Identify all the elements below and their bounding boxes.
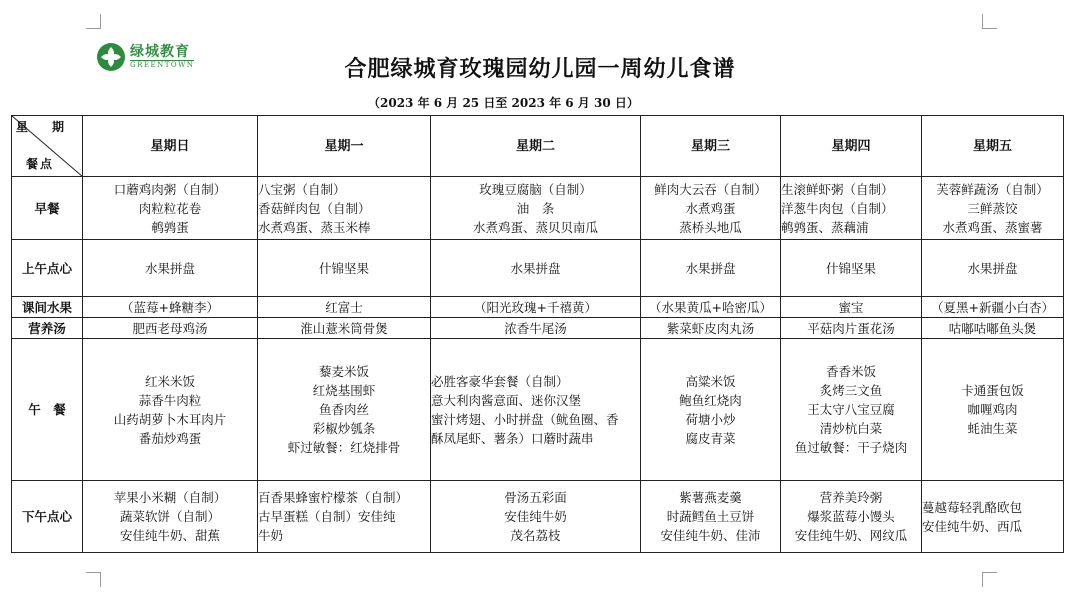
dish-line: 水果拼盘 bbox=[685, 260, 736, 276]
date-range: （2023 年 6 月 25 日至 2023 年 6 月 30 日） bbox=[368, 96, 639, 110]
menu-cell bbox=[431, 297, 641, 318]
meal-label: 上午点心 bbox=[12, 240, 83, 297]
dish-line: 虾过敏餐：红烧排骨 bbox=[287, 440, 401, 455]
dish-line: 古早蛋糕（自制）安佳纯 bbox=[258, 509, 396, 524]
dish-line: 口蘑鸡肉粥（自制） bbox=[113, 181, 227, 197]
dish-line: 王太守八宝豆腐 bbox=[807, 402, 895, 417]
dish-line: 蜜汁烤翅、小时拼盘（鱿鱼圈、香 bbox=[431, 411, 619, 427]
menu-cell bbox=[641, 177, 781, 240]
dish-line: 高粱米饭 bbox=[685, 373, 736, 389]
crop-mark-bottom-left bbox=[86, 572, 101, 587]
menu-cell bbox=[781, 297, 922, 318]
dish-line: 安佳纯牛奶、网纹瓜 bbox=[794, 528, 908, 543]
dish-line: 卡通蛋包饭 bbox=[961, 383, 1024, 398]
dish-line: 水煮鸡蛋、蒸蜜薯 bbox=[942, 219, 1043, 235]
dish-line: 浓香牛尾汤 bbox=[504, 320, 567, 336]
dish-line: 咖喱鸡肉 bbox=[967, 402, 1018, 417]
meal-label: 午 餐 bbox=[12, 339, 83, 481]
dish-line: 水果拼盘 bbox=[967, 260, 1018, 276]
dish-line: 紫菜虾皮肉丸汤 bbox=[666, 320, 755, 336]
dish-line: 鲍鱼红烧肉 bbox=[679, 392, 742, 408]
crop-mark-top-left bbox=[86, 14, 101, 29]
dish-line: 芙蓉鲜蔬汤（自制） bbox=[936, 181, 1049, 197]
menu-cell bbox=[258, 177, 431, 240]
menu-cell bbox=[922, 297, 1064, 318]
menu-cell bbox=[781, 481, 922, 553]
dish-line: 彩椒炒瓠条 bbox=[312, 421, 376, 436]
dish-line: 炙烤三文鱼 bbox=[819, 383, 883, 398]
corner-weekday-label: 星 期 bbox=[15, 120, 74, 134]
dish-line: 生滚鲜虾粥（自制） bbox=[781, 181, 894, 197]
day-header: 星期日 bbox=[83, 116, 258, 177]
menu-cell bbox=[922, 318, 1064, 339]
dish-line: 水果拼盘 bbox=[510, 260, 561, 276]
meal-label: 营养汤 bbox=[12, 318, 83, 339]
menu-cell bbox=[258, 297, 431, 318]
dish-line: 蜜宝 bbox=[838, 299, 864, 315]
meal-row-morning-snack bbox=[12, 240, 1064, 297]
dish-line: 水煮鸡蛋、蒸贝贝南瓜 bbox=[472, 219, 598, 235]
dish-line: 清炒杭白菜 bbox=[819, 421, 883, 436]
menu-cell bbox=[431, 481, 641, 553]
meal-label: 课间水果 bbox=[12, 297, 83, 318]
dish-line: 紫薯燕麦羹 bbox=[679, 490, 742, 505]
dish-line: 水果拼盘 bbox=[144, 260, 195, 276]
logo-text-en: GREENTOWN bbox=[130, 61, 195, 69]
dish-line: 八宝粥（自制） bbox=[258, 181, 346, 197]
corner-meal-label: 餐点 bbox=[26, 157, 55, 171]
meal-row-soup bbox=[12, 318, 1064, 339]
menu-cell bbox=[83, 339, 258, 481]
menu-cell bbox=[83, 481, 258, 553]
dish-line: 水煮鸡蛋、蒸玉米棒 bbox=[258, 219, 371, 235]
dish-line: 红烧基围虾 bbox=[312, 383, 376, 398]
dish-line: 鹌鹑蛋、蒸藕浦 bbox=[781, 219, 869, 235]
menu-cell bbox=[922, 481, 1064, 553]
dish-line: 荷塘小炒 bbox=[685, 411, 736, 427]
dish-line: 营养美玲粥 bbox=[819, 490, 883, 505]
dish-line: 蔓越莓轻乳酪欧包 bbox=[922, 499, 1023, 515]
meal-row-lunch bbox=[12, 339, 1064, 481]
dish-line: 时蔬鳕鱼土豆饼 bbox=[666, 509, 755, 524]
dish-line: 洋葱牛肉包（自制） bbox=[781, 200, 894, 216]
menu-cell bbox=[922, 240, 1064, 297]
dish-line: 蔬菜软饼（自制） bbox=[119, 509, 220, 524]
menu-cell bbox=[431, 177, 641, 240]
dish-line: 苹果小米糊（自制） bbox=[113, 490, 227, 505]
dish-line: 鹌鹑蛋 bbox=[151, 219, 189, 235]
dish-line: 咕嘟咕嘟鱼头煲 bbox=[948, 320, 1037, 336]
dish-line: 必胜客豪华套餐（自制） bbox=[431, 373, 569, 389]
menu-cell bbox=[641, 240, 781, 297]
meal-row-afternoon-snack bbox=[12, 481, 1064, 553]
dish-line: 安佳纯牛奶、西瓜 bbox=[922, 518, 1023, 534]
dish-line: 番茄炒鸡蛋 bbox=[138, 430, 202, 446]
logo-text-cn: 绿城教育 bbox=[130, 44, 190, 60]
dish-line: 藜麦米饭 bbox=[318, 364, 369, 379]
dish-line: 鱼过敏餐：干子烧肉 bbox=[794, 440, 908, 455]
meal-label: 早餐 bbox=[12, 177, 83, 240]
menu-cell bbox=[922, 177, 1064, 240]
day-header: 星期五 bbox=[922, 116, 1064, 177]
dish-line: （阳光玫瑰+千禧黄） bbox=[474, 299, 597, 315]
dish-line: （蓝莓+蜂糖李） bbox=[121, 299, 219, 315]
menu-cell bbox=[781, 339, 922, 481]
dish-line: 肉粒粒花卷 bbox=[138, 200, 202, 216]
dish-line: 牛奶 bbox=[258, 528, 284, 543]
meal-row-fruit bbox=[12, 297, 1064, 318]
menu-cell bbox=[641, 339, 781, 481]
dish-line: 红富士 bbox=[325, 299, 363, 315]
dish-line: 酥凤尾虾、薯条）口蘑时蔬串 bbox=[431, 430, 594, 446]
dish-line: （夏黑+新疆小白杏） bbox=[931, 299, 1054, 315]
dish-line: 意大利肉酱意面、迷你汉堡 bbox=[431, 392, 582, 408]
menu-cell bbox=[258, 481, 431, 553]
dish-line: 山药胡萝卜木耳肉片 bbox=[113, 411, 227, 427]
menu-cell bbox=[83, 240, 258, 297]
menu-cell bbox=[641, 318, 781, 339]
day-header: 星期四 bbox=[781, 116, 922, 177]
dish-line: 三鲜蒸饺 bbox=[967, 200, 1018, 216]
menu-cell bbox=[781, 318, 922, 339]
dish-line: 蚝油生菜 bbox=[967, 421, 1018, 436]
dish-line: 蒸桥头地瓜 bbox=[679, 219, 742, 235]
meal-row-breakfast bbox=[12, 177, 1064, 240]
header-row bbox=[12, 116, 1064, 177]
dish-line: 腐皮青菜 bbox=[685, 430, 736, 446]
dish-line: 油 条 bbox=[516, 200, 555, 216]
menu-cell bbox=[83, 318, 258, 339]
dish-line: 蒜香牛肉粒 bbox=[138, 392, 202, 408]
weekly-menu-table bbox=[11, 115, 1064, 553]
day-header: 星期一 bbox=[258, 116, 431, 177]
menu-cell bbox=[431, 339, 641, 481]
dish-line: 淮山薏米筒骨煲 bbox=[300, 320, 388, 336]
menu-cell bbox=[83, 297, 258, 318]
dish-line: 平菇肉片蛋花汤 bbox=[807, 320, 895, 336]
dish-line: 安佳纯牛奶 bbox=[504, 509, 567, 524]
dish-line: 百香果蜂蜜柠檬茶（自制） bbox=[258, 490, 409, 505]
dish-line: 爆浆蓝莓小馒头 bbox=[807, 509, 895, 524]
dish-line: 茂名荔枝 bbox=[510, 528, 561, 543]
menu-cell bbox=[431, 240, 641, 297]
dish-line: 水煮鸡蛋 bbox=[685, 200, 736, 216]
dish-line: 鲜肉大云吞（自制） bbox=[654, 181, 767, 197]
dish-line: （水果黄瓜+哈密瓜） bbox=[649, 299, 772, 315]
menu-cell bbox=[781, 177, 922, 240]
dish-line: 香香米饭 bbox=[825, 364, 876, 379]
menu-cell bbox=[258, 240, 431, 297]
corner-header bbox=[12, 116, 83, 177]
menu-cell bbox=[431, 318, 641, 339]
menu-cell bbox=[83, 177, 258, 240]
day-header: 星期二 bbox=[431, 116, 641, 177]
dish-line: 香菇鲜肉包（自制） bbox=[258, 200, 371, 216]
dish-line: 什锦坚果 bbox=[825, 260, 876, 276]
menu-cell bbox=[641, 297, 781, 318]
page-title: 合肥绿城育玫瑰园幼儿园一周幼儿食谱 bbox=[344, 56, 736, 82]
dish-line: 鱼香肉丝 bbox=[318, 402, 369, 417]
dish-line: 安佳纯牛奶、甜蕉 bbox=[119, 528, 220, 543]
dish-line: 玫瑰豆腐脑（自制） bbox=[479, 181, 592, 197]
crop-mark-top-right bbox=[982, 14, 997, 29]
dish-line: 红米米饭 bbox=[144, 373, 195, 389]
menu-cell bbox=[258, 318, 431, 339]
meal-label: 下午点心 bbox=[12, 481, 83, 553]
dish-line: 肥西老母鸡汤 bbox=[132, 320, 208, 336]
dish-line: 安佳纯牛奶、佳沛 bbox=[660, 528, 761, 543]
menu-cell bbox=[258, 339, 431, 481]
crop-mark-bottom-right bbox=[982, 572, 997, 587]
dish-line: 骨汤五彩面 bbox=[504, 490, 567, 505]
menu-cell bbox=[641, 481, 781, 553]
menu-cell bbox=[781, 240, 922, 297]
day-header: 星期三 bbox=[641, 116, 781, 177]
dish-line: 什锦坚果 bbox=[318, 260, 369, 276]
menu-cell bbox=[922, 339, 1064, 481]
